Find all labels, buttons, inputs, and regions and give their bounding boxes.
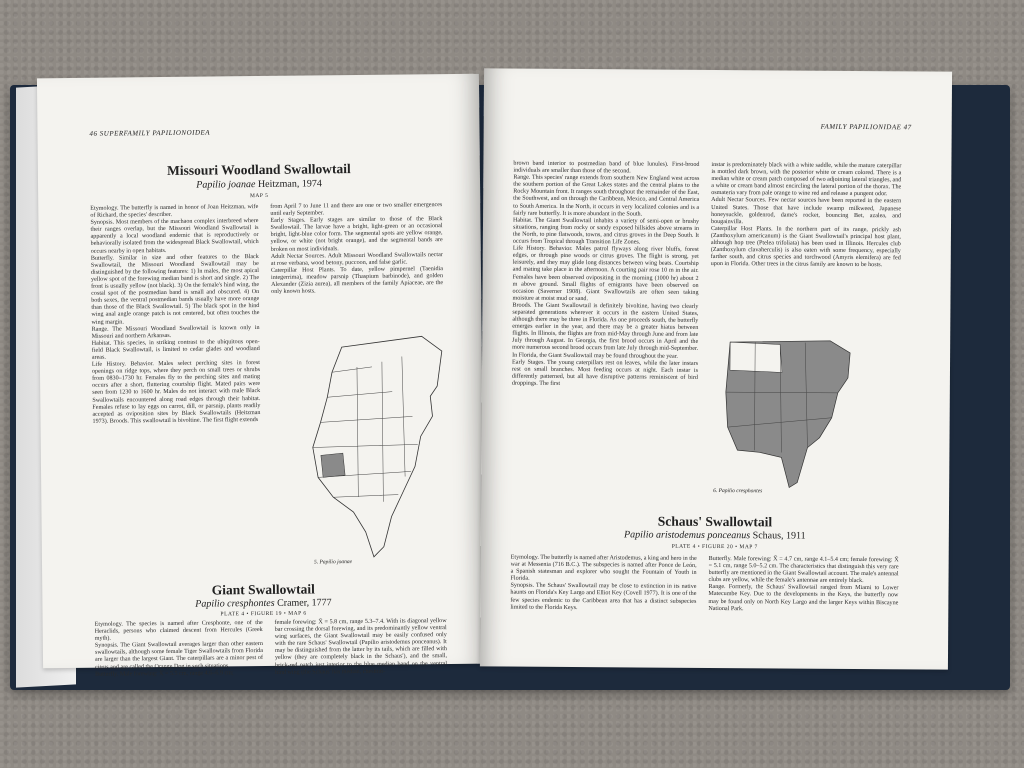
paragraph: Butterfly. Male forewing: X̄ = 4.7 cm, range 4.1–5.4 cm; female forewing: X̄ = 5.1 cm, range 5.0–5.2 cm. The characteristics that distinguish this very rare butterfly are mentioned in the Giant Swallowtail account. The male's antennal clubs are yellow, while the female's antennae are entirely black. <box>708 555 899 585</box>
running-head-left: 46 SUPERFAMILY PAPILIONOIDEA <box>89 128 211 138</box>
text-column-right-4 <box>708 556 898 614</box>
paragraph: Early Stages. Early stages are similar to those of the Black Swallowtail. The larvae have a bright, light-green or an occasional bright, light-blue color form. The segmental spots are yellow orange, yellow, or white (not bright orange), and the segmental bands are broken on most individuals. <box>270 216 443 253</box>
paragraph: Life History. Behavior. Males patrol flyways along river bluffs, forest edges, or through pine woods or citrus groves. The flight is strong, yet leisurely, and they may glide long distances between wing beats. Courtship and mating take place in the afternoon. A courting pair rose 10 m in the air. Females have been observed ovipositing in the morning (1000 hr) about 2 m above ground. Small flights of emigrants have been observed on occasion (Saverner 1908). Giant Swallowtails are often seen taking moisture at moist mud or sand. <box>512 245 699 302</box>
paragraph: Adult Nectar Sources. Few nectar sources have been reported in the eastern United States. Those that have include swamp milkweed, Japanese honeysuckle, goldenrod, dame's rocket, bouncing Bet, azalea, and bougainvilla. <box>711 197 902 225</box>
paragraph: Range. This species' range extends from southern New England west across the southern portion of the Great Lakes states and the central plains to the Rocky Mountain front. It ranges south throughout the remainder of the East, the Southwest, and on through the Caribbean, Mexico, and Central America to South America. In the North, it occurs in very localized colonies and is a fairly rare butterfly. It is more abundant in the South. <box>513 174 700 218</box>
paragraph: Early Stages. The young caterpillars rest on leaves, while the later instars rest on small branches. Most feeding occurs at night. Each instar is differently patterned, but all have disruptive patterns reminiscent of bird droppings. The first <box>511 359 699 387</box>
paragraph: Adult Nectar Sources. Adult Missouri Woodland Swallowtails nectar at rose verbana, wood betony, puccoon, and false garlic. <box>270 251 443 267</box>
scientific-author: Schaus, 1911 <box>752 530 806 542</box>
text-column-left-3 <box>95 620 264 679</box>
paragraph: brown band interior to postmedian band of blue lunules). First-brood individuals are smaller than those of the second. <box>513 160 700 175</box>
paragraph: Butterfly. Male forewing: X̄ = 5.5 cm, range 4.6–6.9 cm; <box>95 669 234 678</box>
species-title-giant: Giant Swallowtail <box>211 581 315 598</box>
map-caption-5: 5. Papilio joanae <box>313 559 353 566</box>
text-column-right-2 <box>711 162 902 270</box>
paragraph: Habitat. This species, in striking contrast to the ubiquitous open-field Black Swallowtail, is limited to cedar glades and woodland areas. <box>91 338 260 361</box>
scientific-author: Heitzman, 1974 <box>257 178 322 191</box>
text-column-left-4 <box>275 618 448 677</box>
scientific-name: Papilio joanae <box>196 179 256 191</box>
paragraph: from April 7 to June 11 and there are one or two smaller emergences until early September. <box>270 202 443 217</box>
paragraph: instar is predominately black with a white saddle, while the mature caterpillar is mottled dark brown, with the posterior white or cream colored. There is a median white or cream patch composed of two adjoining lateral triangles, and a white or cream band almost encircling the lateral portion of the thorax. The osmateria vary from pale orange to wine red and release a pungent odor. <box>711 161 902 198</box>
text-column-left-1 <box>90 204 260 426</box>
scientific-name: Papilio cresphontes <box>195 597 275 610</box>
paragraph: Range. The Missouri Woodland Swallowtail is known only in Missouri and northern Arkansas. <box>91 324 260 340</box>
scientific-author: Cramer, 1777 <box>277 597 332 609</box>
paragraph: Caterpillar Host Plants. In the northern part of its range, prickly ash (Zanthoxylum americanum) is the Giant Swallowtail's principal host plant, although hop tree (Ptelea trifoliata) has been used in Illinois. Hercules club (Zanthoxylum clavaherculis) is also eaten with some frequency, especially farther south, and citrus species and torchwood (Amyris elemifera) are fed upon in Florida. Other trees in the citrus family are known to be hosts. <box>710 225 901 269</box>
paragraph: Life History. Behavior. Males select perching sites in forest openings on ridge tops, where they perch on small trees or shrubs from 0830–1730 hr. Females fly to the perching sites and mating occurs after a short, fluttering courtship flight. Mated pairs were seen from 1230 to 1600 hr. Males do not interact with male Black Swallowtails encountered along road edges through their habitat. Females refuse to lay eggs on carrot, dill, or parsnip, plants readily accepted as oviposition sites by Black Swallowtails (Heitzman 1973). Broods. This swallowtail is bivoltine. The first flight extends <box>91 360 261 425</box>
left-page <box>37 74 485 678</box>
range-map-cresphontes <box>719 332 870 493</box>
paragraph: Synopsis. The Giant Swallowtail averages larger than other eastern swallowtails, although some female Tiger Swallowtails from Florida are larger than the largest Giant. The caterpillars are a minor pest of citrus and are called the Orange Dog in such situations. <box>94 641 264 671</box>
running-head-right: FAMILY PAPILIONIDAE 47 <box>820 122 912 132</box>
paragraph: Synopsis. The Schaus' Swallowtail may be close to extinction in its native haunts on Florida's Key Largo and Elliot Key (Covell 1977). It is one of the few species endemic to the Caribbean area that has a distinct subspecies limited to the Florida Keys. <box>510 582 697 611</box>
map-caption-6: 6. Papilio cresphontes <box>713 487 763 495</box>
paragraph: Etymology. The species is named after Cresphonte, one of the Heraclids, persons who claimed descent from Hercules (Greek myth). <box>94 619 263 642</box>
plate-ref-giant: PLATE 4 • FIGURE 19 • MAP 6 <box>220 610 307 618</box>
paragraph: Habitat. The Giant Swallowtail inhabits a variety of semi-open or brushy situations, ranging from rocky or sandy exposed hillsides above streams in the North, to pine flatwoods, towns, and citrus groves in the Deep South. It occurs from Tropical through Transition Life Zones. <box>512 217 700 246</box>
species-title-missouri: Missouri Woodland Swallowtail <box>167 161 351 178</box>
paragraph: Etymology. The butterfly is named in honor of Joan Heitzman, wife of Richard, the species' describer. <box>90 204 259 219</box>
paragraph: Etymology. The butterfly is named after Aristodemus, a king and hero in the war at Messenia (716 B.C.). The subspecies is named after Ponce de León, a Spanish statesman and explorer who sought the Fountain of Youth in Florida. <box>510 554 697 582</box>
species-title-schaus: Schaus' Swallowtail <box>657 513 773 530</box>
species-scientific-schaus <box>481 528 949 542</box>
range-map-joanae <box>302 326 455 568</box>
paragraph: Caterpillar Host Plants. To date, yellow pimpernel (Taenidia integerrima), meadow parsnip (Thaspium barbinode), and golden Alexander (Zizia aurea), all members of the family Apiaceae, are the only known hosts. <box>270 265 444 296</box>
scientific-name: Papilio aristodemus ponceanus <box>624 529 751 542</box>
paragraph: female forewing: X̄ = 5.8 cm, range 5.3–7.4. With its diagonal yellow bar crossing the dorsal forewing, and its predominantly yellow ventral wing surfaces, the Giant Swallowtail may be easily confused only with the rare Schaus' Swallowtail (Papilio aristodemus ponceanus). It may be distinguished from the latter by its tails, which are filled with yellow (they are completely black in the Schaus'), and the small, brick-red patch just interior to the blue median band on the ventral hind wing (the Schaus' has median, chestnut- <box>274 618 448 676</box>
right-page <box>480 68 952 669</box>
paragraph: Butterfly. Similar in size and other features to the Black Swallowtail, the Missouri Woodland Swallowtail may be distinguished by the following features: 1) In males, the most apical yellow spot of the forewing median band is short and single. 2) The front is usually yellow (not black). 3) On the female's hind wing, the costal spot of the postmedian band is small and obscured. 4) On both sexes, the ventral postmedian bands usually have more orange than those of the Black Swallowtail. 5) The black spot in the hind wing anal angle orange patch is not centered, but often touches the wing margin. <box>90 253 260 326</box>
paragraph: Synopsis. Most members of the machaon complex interbreed where their ranges overlap, but the Missouri Woodland Swallowtail is apparently a local woodland endemic that is reproductively or behaviorally isolated from the widespread Black Swallowtail, which occurs nearby in open habitats. <box>90 218 259 255</box>
plate-ref-schaus: PLATE 4 • FIGURE 20 • MAP 7 <box>671 543 758 551</box>
text-column-left-2 <box>270 202 443 296</box>
text-column-right-1 <box>512 161 700 389</box>
map-ref-missouri: MAP 5 <box>249 192 269 200</box>
paragraph: Broods. The Giant Swallowtail is definitely bivoltine, having two clearly separated generations wherever it occurs in the eastern United States, although there may be three in Florida. As one proceeds south, the butterfly emerges earlier in the year, and there may be a greater hiatus between flights. In Illinois, the flights are from mid-May through June and from late July through August. In Georgia, the first brood occurs in April and the more numerous second brood occurs from late July through mid-September. In Florida, the Giant Swallowtail may be found throughout the year. <box>512 302 699 360</box>
paragraph: Range. Formerly, the Schaus' Swallowtail ranged from Miami to Lower Matecumbe Key. Due to the developments in the Keys, the butterfly now may be found only on North Key Largo and the larger Keys within Biscayne National Park. <box>708 584 899 612</box>
text-column-right-3 <box>510 555 696 613</box>
